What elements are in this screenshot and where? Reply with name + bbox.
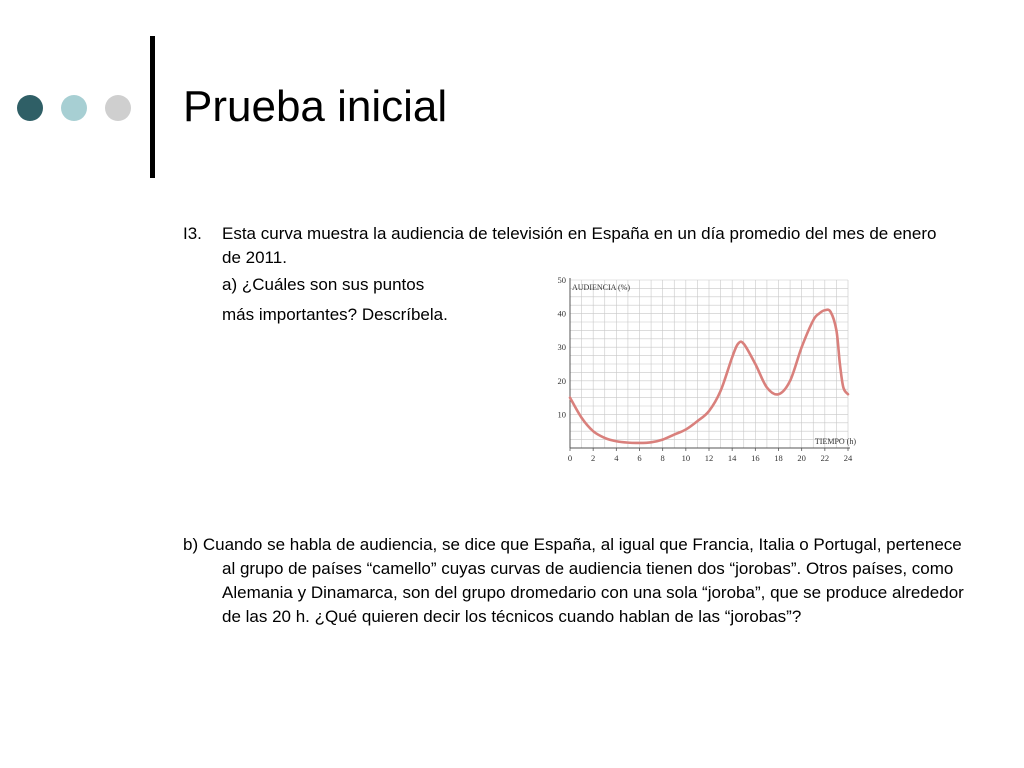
x-tick-label: 20 xyxy=(797,453,806,463)
dot-dark xyxy=(17,95,43,121)
x-tick-label: 8 xyxy=(660,453,665,463)
x-tick-label: 6 xyxy=(637,453,642,463)
y-tick-label: 20 xyxy=(557,375,566,386)
x-tick-label: 24 xyxy=(843,453,853,463)
y-tick-label: 30 xyxy=(557,342,566,353)
x-tick-label: 22 xyxy=(820,453,830,463)
dot-light-teal xyxy=(61,95,87,121)
x-tick-label: 4 xyxy=(614,453,619,463)
y-tick-label: 40 xyxy=(557,308,566,319)
question-label: I3. xyxy=(183,224,202,243)
y-tick-label: 50 xyxy=(557,275,566,285)
x-tick-label: 14 xyxy=(727,453,737,463)
slide-title: Prueba inicial xyxy=(183,82,448,131)
question-text: Esta curva muestra la audiencia de televisión en España en un día promedio del mes de enero de 2011. xyxy=(222,224,937,267)
y-axis-title: AUDIENCIA (%) xyxy=(572,283,630,292)
x-tick-label: 2 xyxy=(591,453,596,463)
title-divider xyxy=(150,36,155,178)
x-tick-label: 12 xyxy=(704,453,714,463)
dot-light-gray xyxy=(105,95,131,121)
part-b-text: b) Cuando se habla de audiencia, se dice que España, al igual que Francia, Italia o Portugal, pertenece al grupo de países “camello” cuyas curvas de audiencia tienen dos “jorobas”. Otros países, como Alemania y Dinamarca, son del grupo dromedario con una sola “joroba”, que se produce alrededor de las 20 h. ¿Qué quieren decir los técnicos cuando hablan de las “jorobas”? xyxy=(183,535,964,626)
x-tick-label: 18 xyxy=(774,453,783,463)
x-tick-label: 16 xyxy=(751,453,760,463)
x-tick-label: 0 xyxy=(567,453,573,463)
y-tick-label: 10 xyxy=(557,409,566,420)
part-a-line2: más importantes? Descríbela. xyxy=(222,305,448,324)
x-tick-label: 10 xyxy=(681,453,691,463)
audience-chart xyxy=(540,268,870,473)
x-axis-title: TIEMPO (h) xyxy=(814,437,856,446)
part-a-line1: a) ¿Cuáles son sus puntos xyxy=(222,275,425,294)
